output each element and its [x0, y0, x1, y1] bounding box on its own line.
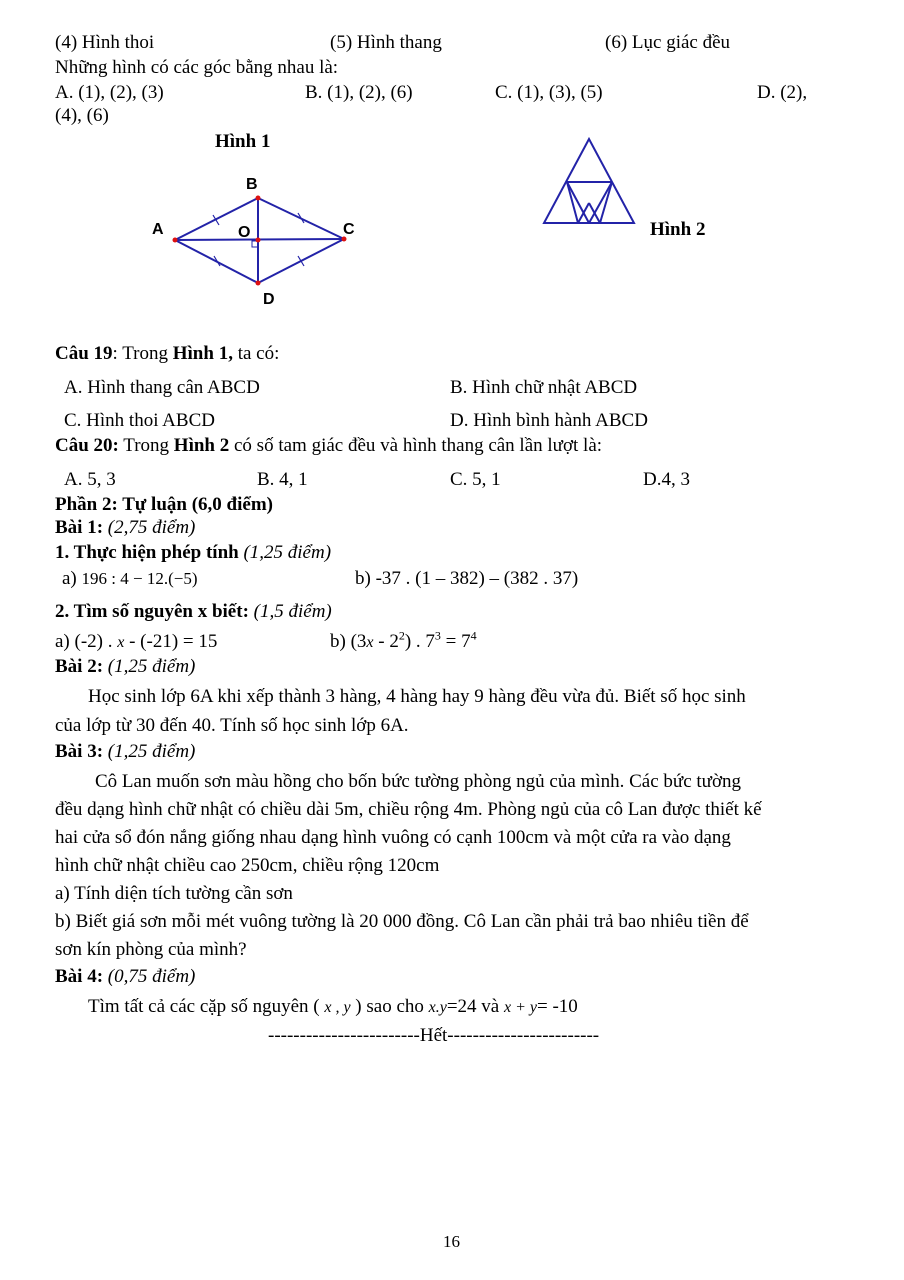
question-stem: Những hình có các góc bằng nhau là: [55, 57, 339, 78]
expression-1a: 196 : 4 − 12.(−5) [81, 569, 198, 588]
bai-1-2a: a) (-2) . x - (-21) = 15 [55, 631, 218, 652]
bai-3-line-4: hình chữ nhật chiều cao 250cm, chiều rộng 120cm [55, 855, 440, 876]
answer-a: A. (1), (2), (3) [55, 82, 164, 103]
question-20-label: Câu 20: [55, 435, 119, 456]
option-5: (5) Hình thang [330, 32, 442, 53]
point-o-label: O [238, 224, 251, 241]
bai-1-part-2-heading: 2. Tìm số nguyên x biết: (1,5 điểm) [55, 601, 332, 622]
q20-answer-b: B. 4, 1 [257, 469, 308, 490]
bai-1-2b: b) $(3x - 2^2)$ . $7^3 = 7^4$ [330, 628, 477, 652]
answer-d-continued: (4), (6) [55, 105, 109, 126]
end-line: ------------------------Hết------------------------ [268, 1025, 600, 1046]
bai-2-heading: Bài 2: (1,25 điểm) [55, 656, 196, 677]
figure-2-caption: Hình 2 [650, 219, 706, 240]
point-c-label: C [343, 221, 355, 238]
point-d-label: D [263, 291, 275, 308]
q19-answer-b: B. Hình chữ nhật ABCD [450, 377, 638, 398]
bai-3-heading: Bài 3: (1,25 điểm) [55, 741, 196, 762]
bai-3-question-b-1: b) Biết giá sơn mỗi mét vuông tường là 20 000 đồng. Cô Lan cần phải trả bao nhiêu tiền để [55, 911, 749, 932]
point-b-label: B [246, 176, 258, 193]
question-19-stem: Câu 19: Trong Hình 1, ta có: [55, 343, 280, 364]
answer-c: C. (1), (3), (5) [495, 82, 603, 103]
point-a-label: A [152, 221, 164, 238]
option-6: (6) Lục giác đều [605, 32, 731, 53]
bai-3-question-b-2: sơn kín phòng của mình? [55, 939, 247, 960]
q19-answer-d: D. Hình bình hành ABCD [450, 410, 648, 431]
figure-1-caption: Hình 1 [215, 131, 271, 152]
figure-2-triangles [540, 135, 640, 227]
q19-answer-a: A. Hình thang cân ABCD [64, 377, 260, 398]
option-4: (4) Hình thoi [55, 32, 155, 53]
bai-1-part-1-heading: 1. Thực hiện phép tính (1,25 điểm) [55, 542, 332, 563]
page-number: 16 [443, 1232, 460, 1251]
bai-1-1b: b) -37 . (1 – 382) – (382 . 37) [355, 568, 579, 589]
bai-4-heading: Bài 4: (0,75 điểm) [55, 966, 196, 987]
bai-3-line-3: hai cửa sổ đón nắng giống nhau dạng hình vuông có cạnh 100cm và một cửa ra vào dạng [55, 827, 731, 848]
q20-answer-a: A. 5, 3 [64, 469, 116, 490]
q20-answer-d: D.4, 3 [643, 469, 690, 490]
inner-diag-1 [567, 182, 589, 223]
q19-answer-c: C. Hình thoi ABCD [64, 410, 215, 431]
inner-diag-2 [589, 182, 612, 223]
bai-3-line-1: Cô Lan muốn sơn màu hồng cho bốn bức tường phòng ngủ của mình. Các bức tường [95, 771, 741, 792]
question-19-label: Câu 19 [55, 343, 113, 364]
bai-2-line-2: của lớp từ 30 đến 40. Tính số học sinh lớp 6A. [55, 715, 409, 736]
inner-lines [567, 182, 612, 223]
bai-1-1a: a) 196 : 4 − 12.(−5) [62, 568, 198, 589]
bai-4-line: Tìm tất cả các cặp số nguyên ( x , y ) sao cho x.y=24 và x + y= -10 [88, 996, 578, 1017]
bai-1-heading: Bài 1: (2,75 điểm) [55, 517, 196, 538]
side-da [175, 240, 258, 283]
part-2-title: Phần 2: Tự luận (6,0 điểm) [55, 494, 273, 515]
bai-3-question-a: a) Tính diện tích tường cần sơn [55, 883, 293, 904]
bai-2-line-1: Học sinh lớp 6A khi xếp thành 3 hàng, 4 hàng hay 9 hàng đều vừa đủ. Biết số học sinh [88, 686, 746, 707]
bai-3-line-2: đều dạng hình chữ nhật có chiều dài 5m, chiều rộng 4m. Phòng ngủ của cô Lan được thiết kế [55, 799, 762, 820]
answer-d: D. (2), [757, 82, 808, 103]
answer-b: B. (1), (2), (6) [305, 82, 413, 103]
q20-answer-c: C. 5, 1 [450, 469, 501, 490]
question-20-stem: Câu 20: Trong Hình 2 có số tam giác đều và hình thang cân lần lượt là: [55, 435, 603, 456]
